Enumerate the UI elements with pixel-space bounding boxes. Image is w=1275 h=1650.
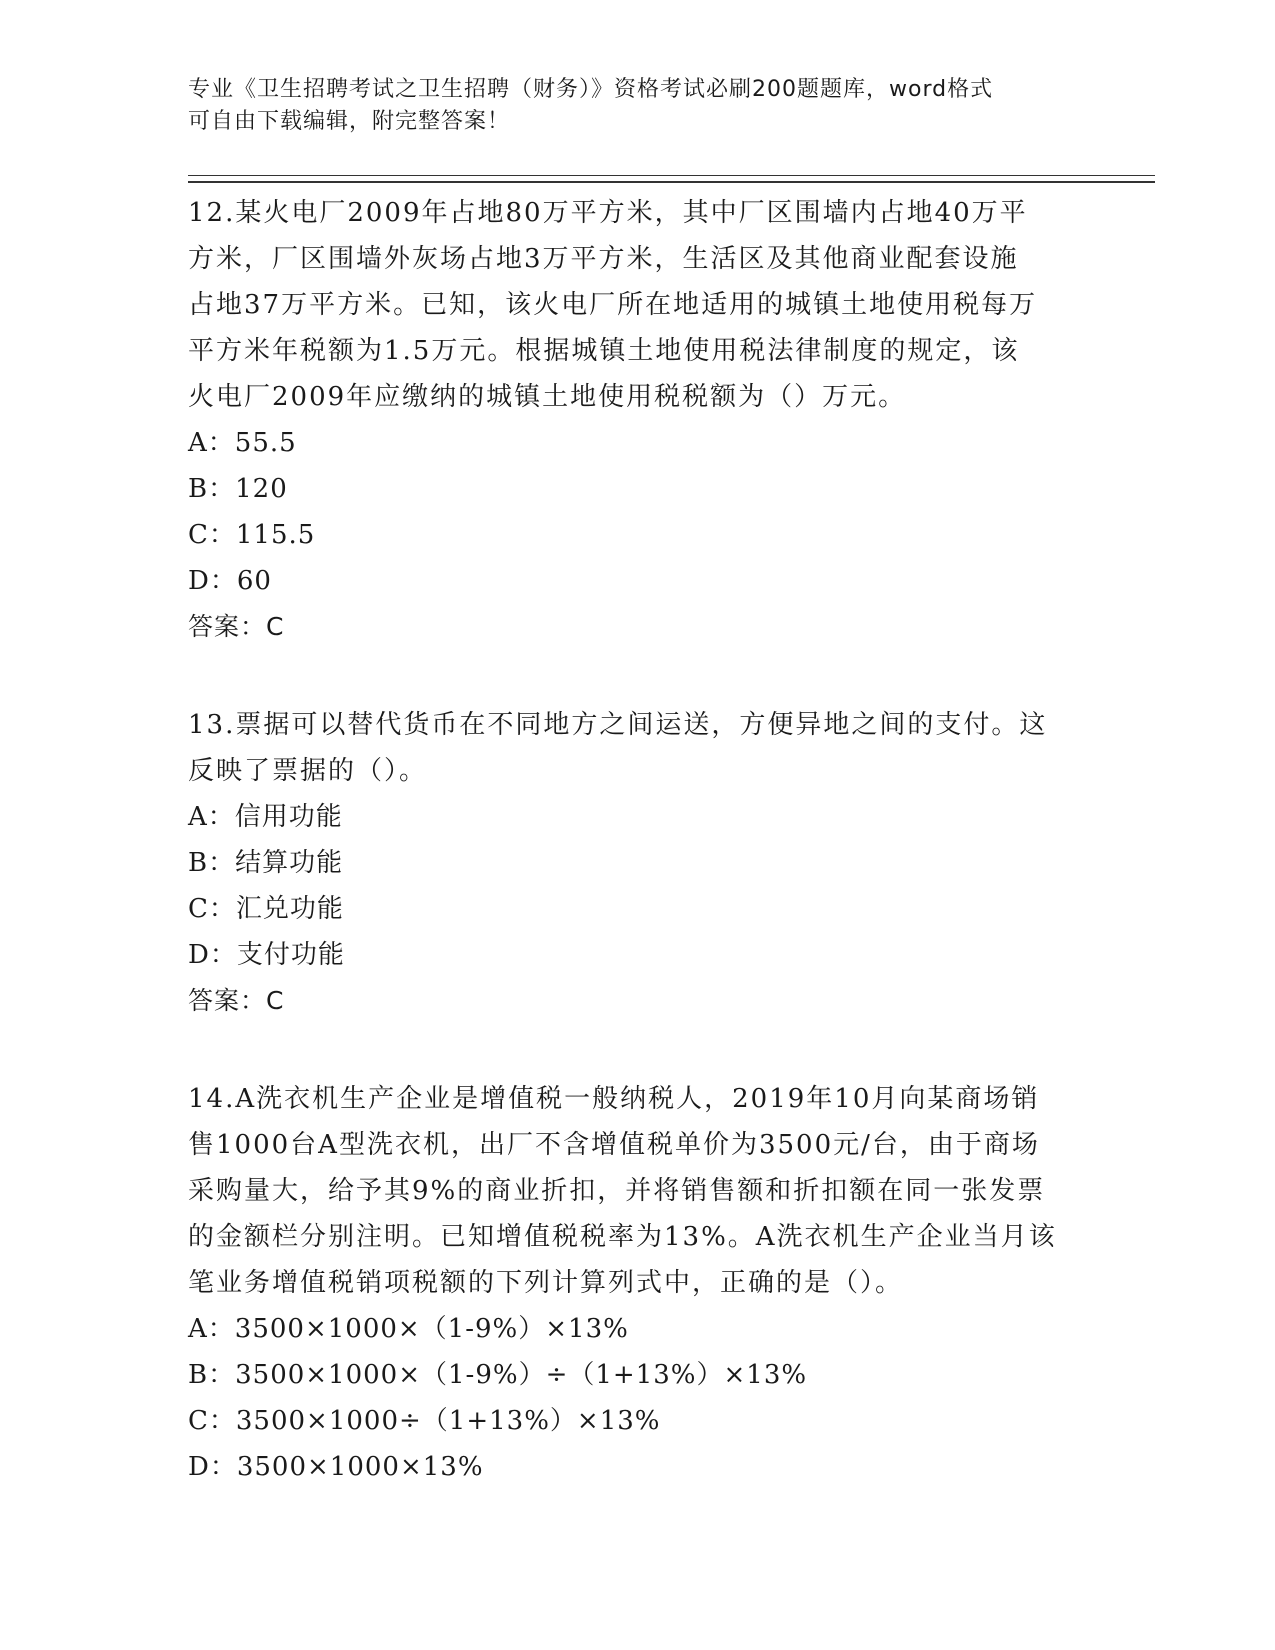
question-stem-line: 火电厂2009年应缴纳的城镇土地使用税税额为（）万元。 (188, 382, 907, 412)
header-line: 可自由下载编辑，附完整答案！ (188, 109, 511, 134)
option-c: C：115.5 (188, 520, 316, 550)
answer-line: 答案：C (188, 612, 285, 641)
question-stem-line: 14.A洗衣机生产企业是增值税一般纳税人，2019年10月向某商场销 (188, 1084, 1040, 1114)
option-d: D：支付功能 (188, 940, 345, 970)
question-stem-line: 售1000台A型洗衣机，出厂不含增值税单价为3500元/台，由于商场 (188, 1130, 1040, 1160)
question-stem-line: 的金额栏分别注明。已知增值税税率为13%。A洗衣机生产企业当月该 (188, 1222, 1057, 1252)
question-stem-line: 方米，厂区围墙外灰场占地3万平方米，生活区及其他商业配套设施 (188, 244, 1019, 274)
question-stem-line: 笔业务增值税销项税额的下列计算列式中，正确的是（）。 (188, 1268, 904, 1298)
option-b: B：3500×1000×（1-9%）÷（1+13%）×13% (188, 1360, 808, 1390)
option-a: A：信用功能 (188, 802, 343, 832)
document-header (188, 74, 1068, 138)
header-divider (188, 175, 1155, 176)
option-a: A：3500×1000×（1-9%）×13% (188, 1314, 629, 1344)
header-divider (188, 181, 1155, 183)
header-line: 专业《卫生招聘考试之卫生招聘（财务）》资格考试必刷200题题库，word格式 (188, 77, 994, 102)
option-d: D：60 (188, 566, 272, 596)
option-b: B：结算功能 (188, 848, 344, 878)
question-block (188, 190, 1088, 650)
question-stem-line: 12.某火电厂2009年占地80万平方米，其中厂区围墙内占地40万平 (188, 198, 1028, 228)
question-stem-line: 反映了票据的（）。 (188, 756, 428, 786)
option-c: C：3500×1000÷（1+13%）×13% (188, 1406, 661, 1436)
question-block (188, 1076, 1088, 1490)
option-c: C：汇兑功能 (188, 894, 344, 924)
question-stem-line: 采购量大，给予其9%的商业折扣，并将销售额和折扣额在同一张发票 (188, 1176, 1046, 1206)
question-stem-line: 13.票据可以替代货币在不同地方之间运送，方便异地之间的支付。这 (188, 710, 1048, 740)
option-a: A：55.5 (188, 428, 297, 458)
question-block (188, 702, 1088, 1024)
question-list (188, 190, 1088, 1542)
option-d: D：3500×1000×13% (188, 1452, 484, 1482)
option-b: B：120 (188, 474, 288, 504)
answer-line: 答案：C (188, 986, 285, 1015)
question-stem-line: 占地37万平方米。已知，该火电厂所在地适用的城镇土地使用税每万 (188, 290, 1038, 320)
question-stem-line: 平方米年税额为1.5万元。根据城镇土地使用税法律制度的规定，该 (188, 336, 1020, 366)
